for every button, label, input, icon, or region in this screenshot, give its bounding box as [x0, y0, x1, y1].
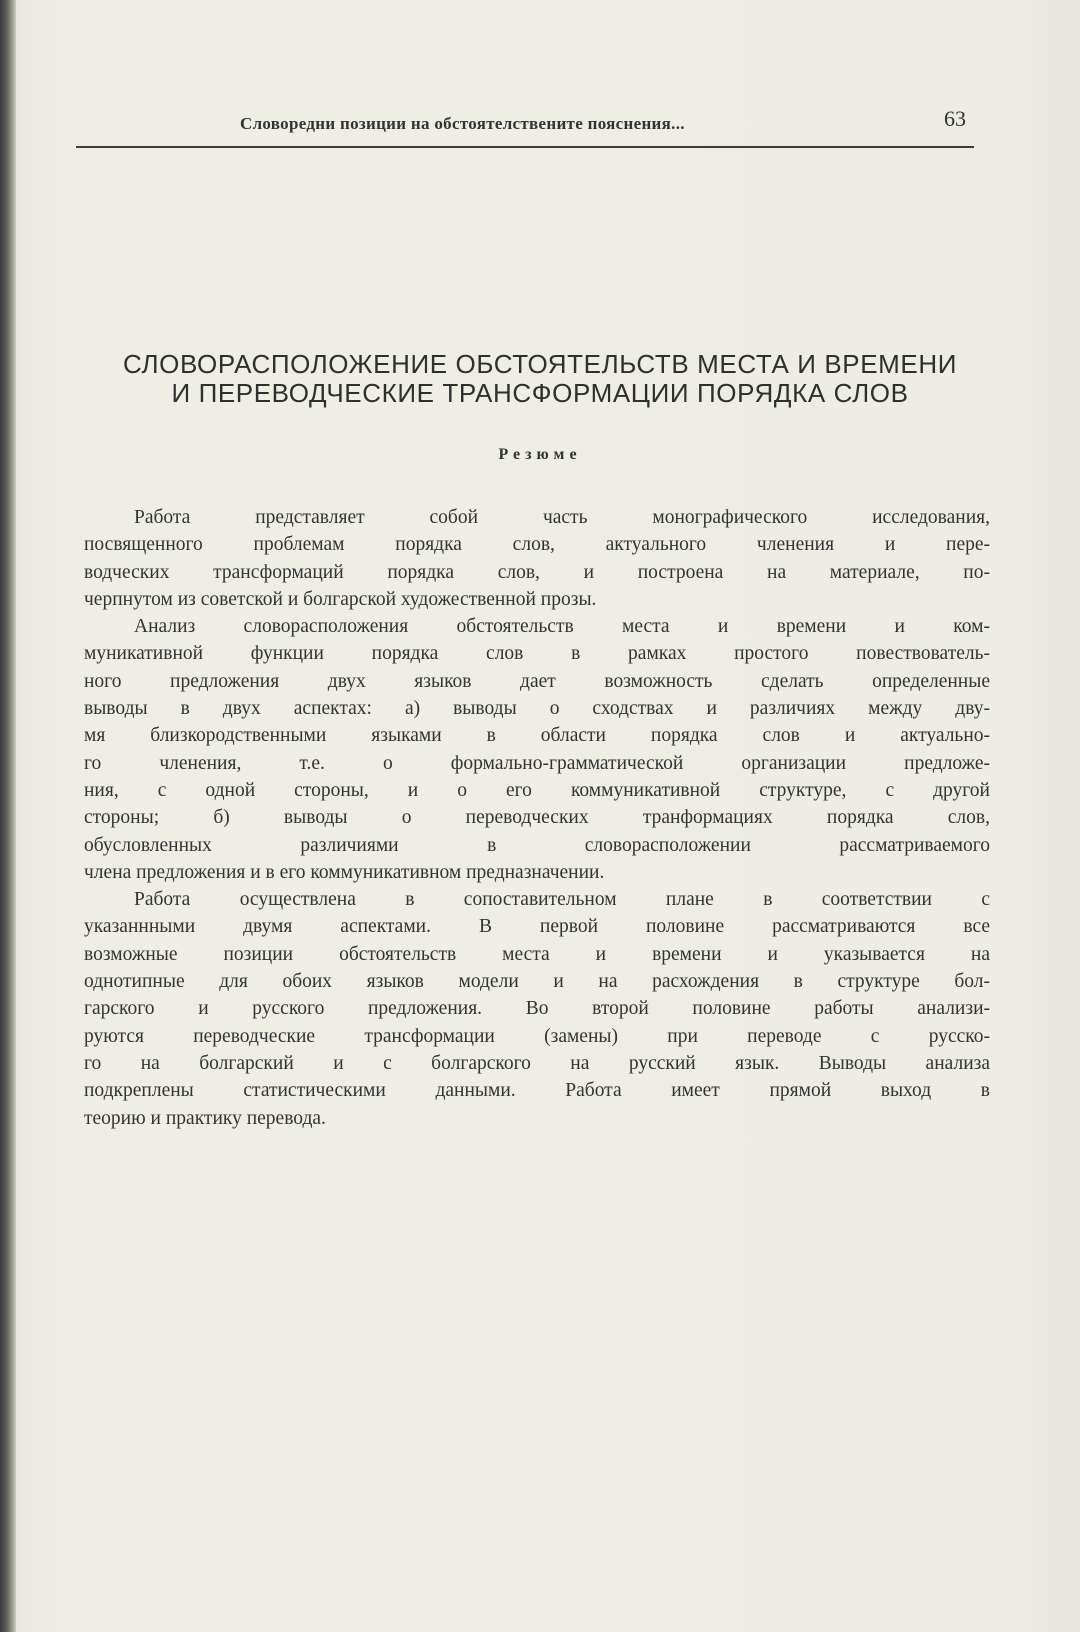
- text-line: ния, с одной стороны, и о его коммуникативной структуре, с другой: [84, 779, 990, 801]
- paragraph-2: [84, 613, 990, 886]
- summary-body: [84, 504, 990, 1132]
- text-line: мя близкородственными языками в области порядка слов и актуально-: [84, 725, 990, 747]
- text-line: теорию и практику перевода.: [84, 1107, 326, 1129]
- text-line: ного предложения двух языков дает возможность сделать определенные: [84, 670, 990, 692]
- text-line: члена предложения и в его коммуникативном предназначении.: [84, 861, 605, 883]
- text-line: Анализ словорасположения обстоятельств места и времени и ком-: [134, 616, 990, 638]
- section-heading: Резюме: [498, 446, 582, 463]
- text-line: го на болгарский и с болгарского на русский язык. Выводы анализа: [84, 1052, 990, 1074]
- text-line: выводы в двух аспектах: а) выводы о сходствах и различиях между дву-: [84, 698, 990, 720]
- text-line: черпнутом из советской и болгарской художественной прозы.: [84, 588, 597, 610]
- text-line: Работа представляет собой часть монографического исследования,: [134, 507, 990, 528]
- article-title: [60, 350, 1020, 408]
- page-number: 63: [944, 106, 966, 131]
- text-line: гарского и русского предложения. Во второй половине работы анализи-: [84, 998, 990, 1020]
- text-line: указаннными двумя аспектами. В первой половине рассматриваются все: [84, 916, 990, 938]
- text-line: возможные позиции обстоятельств места и времени и указывается на: [84, 943, 990, 965]
- running-head: Словоредни позиции на обстоятелствените пояснения...: [240, 114, 685, 133]
- text-line: водческих трансформаций порядка слов, и построена на материале, по-: [84, 561, 990, 583]
- book-spine-shadow: [0, 0, 16, 1632]
- text-line: стороны; б) выводы о переводческих транформациях порядка слов,: [84, 807, 990, 829]
- text-line: однотипные для обоих языков модели и на расхождения в структуре бол-: [84, 971, 990, 993]
- paragraph-3: [84, 886, 990, 1132]
- text-line: муникативной функции порядка слов в рамках простого повествователь-: [84, 643, 990, 665]
- text-line: посвященного проблемам порядка слов, актуального членения и пере-: [84, 534, 990, 556]
- title-line-1: СЛОВОРАСПОЛОЖЕНИЕ ОБСТОЯТЕЛЬСТВ МЕСТА И ВРЕМЕНИ: [122, 349, 958, 379]
- paragraph-1: [84, 504, 990, 613]
- text-line: Работа осуществлена в сопоставительном плане в соответствии с: [134, 889, 990, 911]
- text-line: го членения, т.е. о формально-грамматической организации предложе-: [84, 752, 990, 774]
- header-rule: [76, 146, 974, 148]
- text-line: подкреплены статистическими данными. Работа имеет прямой выход в: [84, 1080, 990, 1102]
- text-line: руются переводческие трансформации (замены) при переводе с русско-: [84, 1025, 990, 1047]
- title-line-2: И ПЕРЕВОДЧЕСКИЕ ТРАНСФОРМАЦИИ ПОРЯДКА СЛОВ: [171, 378, 909, 408]
- text-line: обусловленных различиями в словорасположении рассматриваемого: [84, 834, 990, 856]
